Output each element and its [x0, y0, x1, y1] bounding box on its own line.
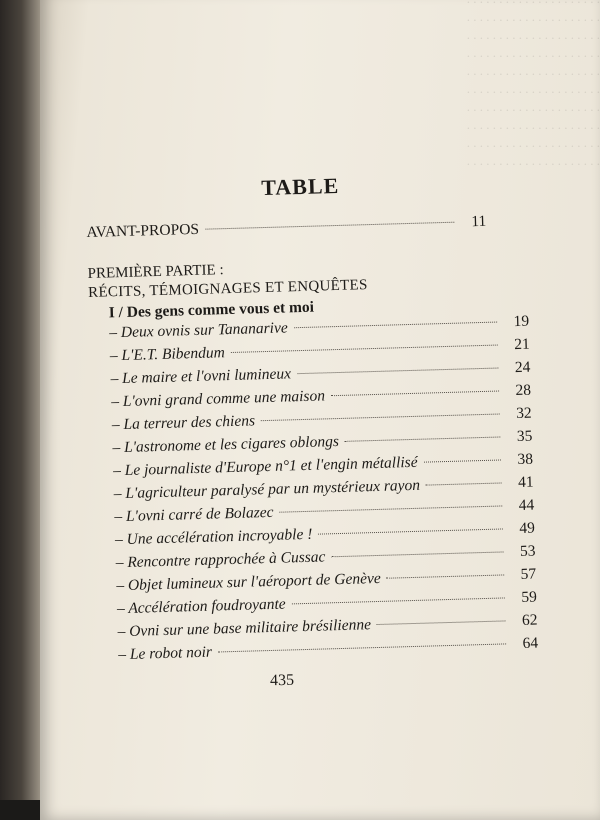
toc-entry-label: AVANT-PROPOS [86, 220, 200, 241]
toc-entry-page: 59 [521, 588, 538, 606]
show-through-text: . . . . . . . . . . . . . . . . . . . . . . . . . . . . . . . . . . . . . . . . . . . . . . . . . . . . . . . . . . . . . . . . . . . . . . . . . . . . . . . . . . . . . . . . . . . . . . . . . . . . . . . . . . . . . . . . . . . . . . . . . . . . . . . . . . . . . . . . . . . . . . . . . . . . . . . . . . . . . . . . . . . . . . . . . . . . . . . . . . . . . . . . . . . . . [466, 9, 600, 168]
dot-leader [318, 528, 503, 534]
dot-leader [205, 222, 454, 230]
toc-entry-page: 28 [515, 381, 532, 400]
toc-entry-label: – L'ovni carré de Bolazec [114, 503, 274, 526]
toc-entry-page: 41 [517, 473, 534, 492]
toc-entry-page: 19 [513, 312, 530, 331]
table-of-contents [85, 168, 539, 670]
dot-leader [387, 574, 505, 578]
toc-entry-page: 44 [518, 496, 535, 515]
toc-entry-label: – Une accélération incroyable ! [114, 525, 313, 549]
dot-leader [331, 391, 499, 397]
toc-entry-avant-propos [86, 213, 486, 247]
dot-leader [218, 643, 506, 652]
toc-entry-label: – Le maire et l'ovni lumineux [110, 365, 292, 388]
toc-entry-label: – L'E.T. Bibendum [109, 344, 226, 365]
toc-entry-label: – Rencontre rapprochée à Cussac [115, 548, 326, 572]
part-subtitle: RÉCITS, TÉMOIGNAGES ET ENQUÊTES [87, 277, 368, 301]
dot-leader [345, 437, 500, 442]
dot-leader [279, 505, 502, 512]
dot-leader [261, 414, 500, 422]
section-heading: I / Des gens comme vous et moi [108, 298, 315, 322]
toc-entry-label: – Ovni sur une base militaire brésilienne [117, 616, 372, 641]
dot-leader [377, 620, 506, 625]
toc-entry-page: 35 [516, 427, 533, 446]
toc-entry-label: – L'astronome et les cigares oblongs [112, 433, 340, 457]
toc-entry-page: 24 [514, 358, 531, 377]
toc-entry-label: – Accélération foudroyante [116, 595, 286, 618]
toc-entry-page: 21 [514, 335, 530, 354]
toc-entry-page: 49 [519, 519, 536, 538]
toc-entry-label: – Le journaliste d'Europe n°1 et l'engin métallisé [112, 453, 418, 480]
toc-entry-page: 32 [515, 404, 532, 423]
dot-leader [297, 368, 498, 375]
toc-entry-page: 64 [522, 634, 539, 652]
dot-leader [426, 482, 502, 485]
page-title: TABLE [260, 172, 340, 201]
dot-leader [294, 322, 497, 329]
toc-entry-page: 38 [517, 450, 534, 469]
toc-entry-label: – Le robot noir [118, 643, 213, 664]
toc-entry-label: – L'agriculteur paralysé par un mystérieux rayon [113, 476, 421, 503]
dot-leader [231, 345, 498, 353]
dot-leader [292, 597, 505, 604]
toc-entry-page: 62 [521, 611, 538, 629]
toc-entry-page: 11 [471, 212, 487, 231]
toc-entry-label: – L'ovni grand comme une maison [110, 387, 326, 411]
part-heading: PREMIÈRE PARTIE : [87, 262, 224, 282]
toc-entry-label: – Objet lumineux sur l'aéroport de Genève [116, 569, 381, 595]
page-number: 435 [269, 671, 295, 690]
toc-entry-label: – La terreur des chiens [111, 412, 256, 434]
dot-leader [331, 551, 503, 557]
toc-entry-page: 53 [519, 542, 536, 560]
dot-leader [424, 459, 501, 462]
toc-entry-page: 57 [520, 565, 537, 583]
toc-entry-label: – Deux ovnis sur Tananarive [109, 319, 288, 342]
